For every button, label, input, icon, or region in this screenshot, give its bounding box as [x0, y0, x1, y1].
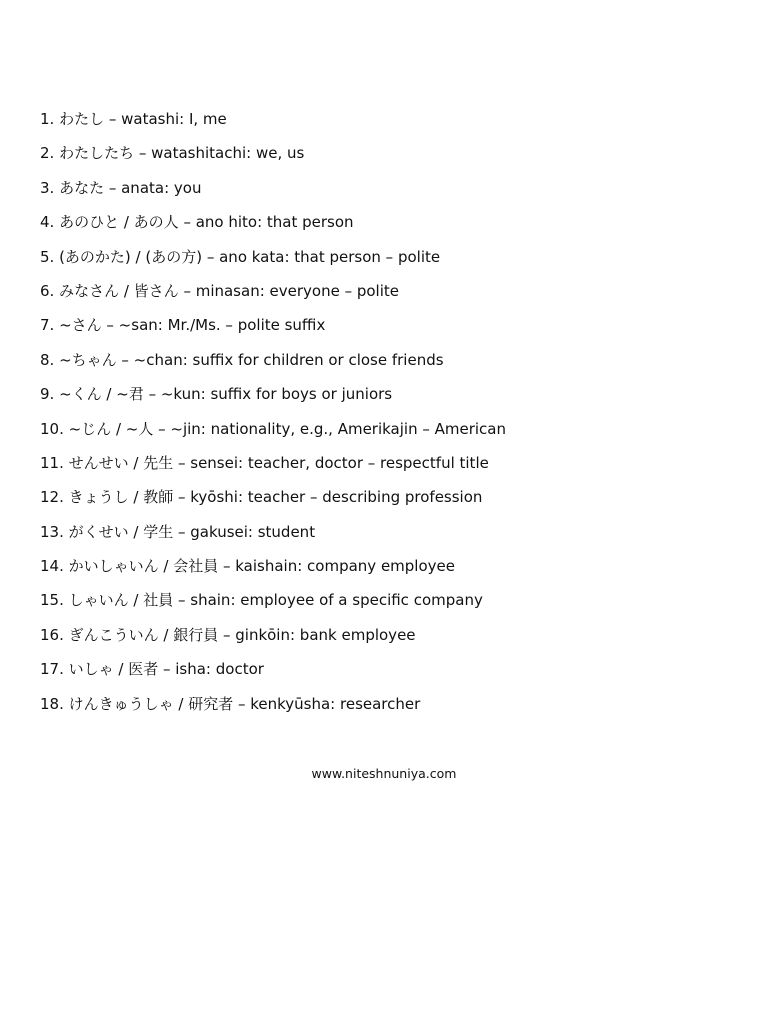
list-item: 6. みなさん / 皆さん – minasan: everyone – polite — [40, 281, 399, 300]
list-item: 2. わたしたち – watashitachi: we, us — [40, 144, 305, 163]
list-item: 9. ~くん / ~君 – ~kun: suffix for boys or juniors — [40, 385, 393, 404]
list-item: 17. いしゃ / 医者 – isha: doctor — [40, 660, 264, 679]
list-item: 7. ~さん – ~san: Mr./Ms. – polite suffix — [40, 316, 326, 335]
list-item: 13. がくせい / 学生 – gakusei: student — [40, 522, 316, 541]
list-item: 3. あなた – anata: you — [40, 178, 202, 197]
list-item: 16. ぎんこういん / 銀行員 – ginkōin: bank employee — [40, 625, 416, 644]
list-item: 14. かいしゃいん / 会社員 – kaishain: company employee — [40, 557, 455, 576]
list-item: 18. けんきゅうしゃ / 研究者 – kenkyūsha: researcher — [40, 694, 421, 713]
list-item: 1. わたし – watashi: I, me — [40, 110, 227, 128]
list-item: 4. あのひと / あの人 – ano hito: that person — [40, 213, 354, 232]
list-item: 11. せんせい / 先生 – sensei: teacher, doctor – respectful title — [40, 453, 489, 472]
list-item: 10. ~じん / ~人 – ~jin: nationality, e.g., Amerikajin – American — [40, 419, 507, 438]
list-item: 12. きょうし / 教師 – kyōshi: teacher – describing profession — [40, 488, 483, 507]
footer-website: www.niteshnuniya.com — [311, 766, 457, 781]
list-item: 8. ~ちゃん – ~chan: suffix for children or close friends — [40, 350, 444, 369]
list-item: 15. しゃいん / 社員 – shain: employee of a specific company — [40, 591, 483, 610]
list-item: 5. (あのかた) / (あの方) – ano kata: that person – polite — [40, 247, 441, 266]
vocabulary-list — [40, 108, 740, 727]
